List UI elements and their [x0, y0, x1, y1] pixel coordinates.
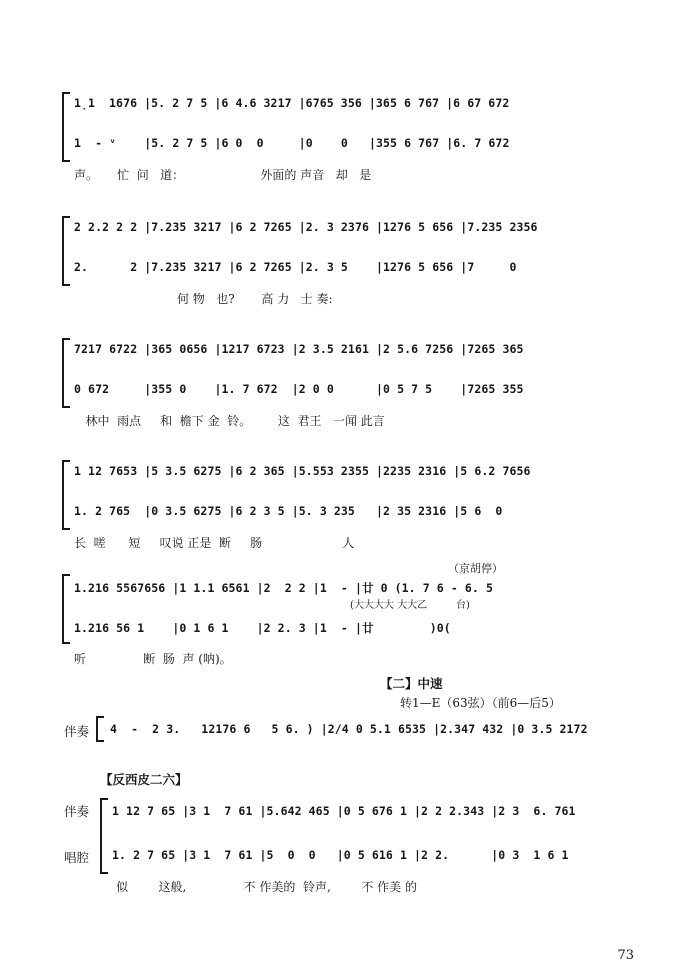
lyrics-line: 林中 雨点 和 檐下 金 铃。 这 君王 一闻 此言 — [74, 414, 385, 428]
accompaniment-line: 1 12 7 65 |3 1 7 61 |5.642 465 |0 5 676 1 |2 2 2.343 |2 3 6. 761 — [112, 804, 576, 818]
score-system-2 — [0, 214, 690, 314]
system-bracket — [100, 798, 108, 874]
score-system-5 — [0, 560, 690, 670]
score-system-4 — [0, 458, 690, 558]
lyrics-line: 长 嗟 短 叹说 正是 断 肠 人 — [74, 536, 355, 550]
system-bracket — [62, 460, 70, 530]
vocal-line: 1.216 56 1 |0 1 6 1 |2 2. 3 |1 - |廿 )0( — [74, 621, 451, 635]
page-number: 73 — [617, 948, 634, 963]
banqiang-heading: 【反西皮二六】 — [100, 772, 188, 787]
annotation-jinghu-stop: （京胡停） — [448, 562, 503, 575]
annotation-percussion: (大大大大 大大乙 — [350, 600, 428, 611]
system-bracket — [62, 338, 70, 408]
score-system-6 — [0, 796, 690, 906]
accompaniment-line: 1.216 5567656 |1 1.1 6561 |2 2 2 |1 - |廿 0 (1. 7 6 - 6. 5 — [74, 581, 493, 595]
lyrics-line: 何 物 也? 高 力 士 奏: — [74, 292, 333, 306]
lyrics-line: 听 断 肠 声 (呐)。 — [74, 652, 232, 666]
vocal-line: 0 672 |355 0 |1. 7 672 |2 0 0 |0 5 7 5 |7265 355 — [74, 382, 524, 396]
lyrics-line: 声。 忙 问 道： 外面的 声音 却 是 — [74, 168, 372, 182]
system-bracket — [62, 216, 70, 286]
accompaniment-label: 伴奏 — [64, 724, 90, 739]
score-system-3 — [0, 336, 690, 436]
vocal-line: 1. 2 7 65 |3 1 7 61 |5 0 0 |0 5 616 1 |2 2. |0 3 1 6 1 — [112, 848, 569, 862]
section-heading: 【二】中速 — [380, 676, 443, 691]
score-system-1 — [0, 90, 690, 190]
annotation-tai: 台) — [456, 600, 470, 611]
accompaniment-bracket — [96, 716, 104, 742]
system-bracket — [62, 574, 70, 644]
modulation-note: 转1—E（63弦）（前6—后5） — [400, 696, 561, 710]
label-accompaniment: 伴奏 — [64, 804, 90, 819]
vocal-line: 1. 2 765 |0 3.5 6275 |6 2 3 5 |5. 3 235 |2 35 2316 |5 6 0 — [74, 504, 503, 518]
lyrics-line: 似 这般, 不 作美的 铃声, 不 作美 的 — [116, 880, 417, 894]
vocal-line: 2. 2 |7.235 3217 |6 2 7265 |2. 3 5 |1276 5 656 |7 0 — [74, 260, 517, 274]
label-vocal: 唱腔 — [64, 850, 90, 865]
system-bracket — [62, 92, 70, 162]
vocal-line: 1 - ᵛ |5. 2 7 5 |6 0 0 |0 0 |355 6 767 |6. 7 672 — [74, 136, 510, 150]
accompaniment-line: 1̣1 1676 |5. 2 7 5 |6 4.6 3217 |6765 356 |365 6 767 |6 67 672 — [74, 96, 510, 110]
accompaniment-intro-line: 4 - 2 3. 12176 6 5 6. ) |2/4 0 5.1 6535 |2.347 432 |0 3.5 2172 — [110, 722, 588, 736]
accompaniment-line: 7217 6722 |365 0656 |1217 6723 |2 3.5 2161 |2 5.6 7256 |7265 365 — [74, 342, 524, 356]
accompaniment-line: 2 2.2 2 2 |7.235 3217 |6 2 7265 |2. 3 2376 |1276 5 656 |7.235 2356 — [74, 220, 538, 234]
accompaniment-line: 1 12 7653 |5 3.5 6275 |6 2 365 |5.553 2355 |2235 2316 |5 6.2 7656 — [74, 464, 531, 478]
